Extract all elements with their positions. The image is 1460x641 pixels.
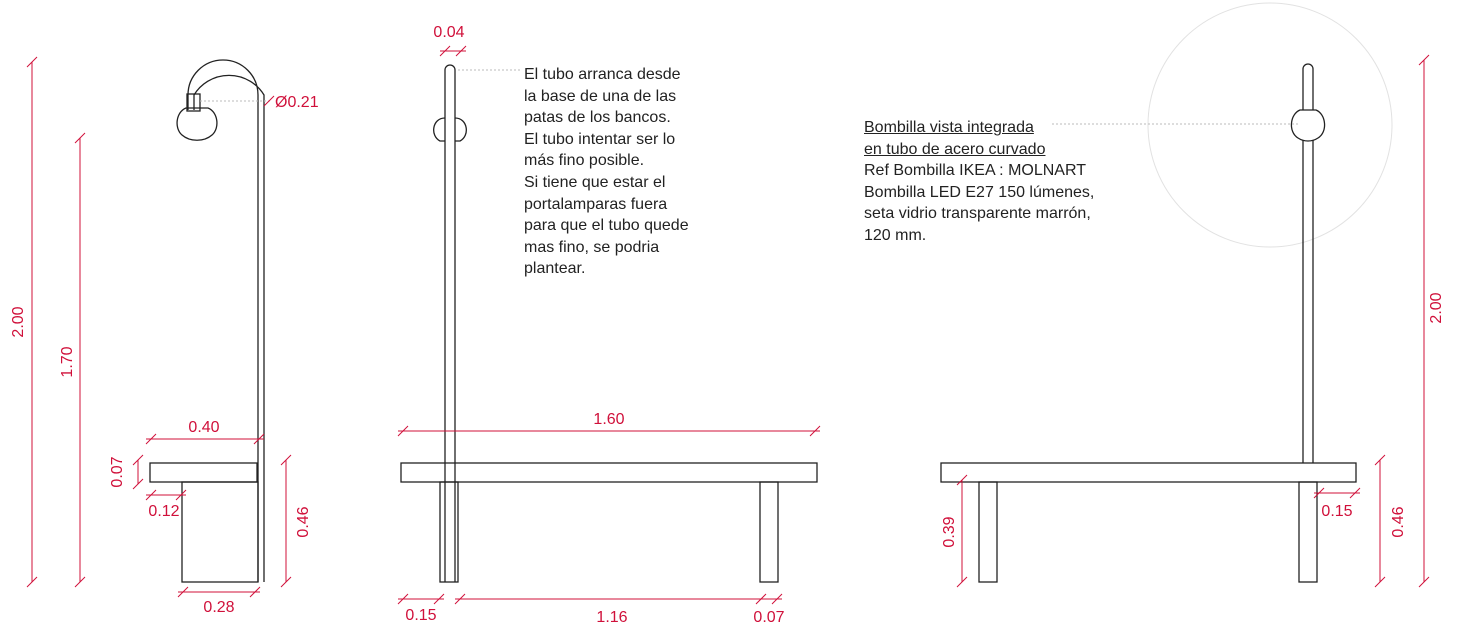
back-note-title: Bombilla vista integrada [864,119,1034,136]
back-note-title: en tubo de acero curvado [864,140,1046,158]
side-seat-height-label: 0.46 [295,506,312,538]
front-note-line: para que el tubo quede [524,217,689,235]
back-lamp-tube-top [1303,64,1313,110]
back-note [864,117,1094,247]
front-note-line: mas fino, se podria [524,238,660,256]
back-leg-left [979,482,997,582]
front-note-line: portalamparas fuera [524,195,668,213]
back-note-line: Ref Bombilla IKEA : MOLNART [864,162,1086,180]
front-leg-span-label: 1.16 [596,609,628,626]
back-note-line: 120 mm. [864,226,927,244]
front-tube-diameter-label: 0.04 [433,24,465,41]
side-bulb [177,108,217,140]
front-note-line: El tubo arranca desde [524,66,681,83]
side-total-height-label: 2.00 [10,306,27,338]
front-leg-right [760,482,778,582]
front-bench-length-label: 1.60 [593,411,625,428]
front-seat [401,463,817,482]
back-note-line: seta vidrio transparente marrón, [864,205,1091,223]
back-bulb [1291,110,1324,141]
front-note-line: patas de los bancos. [524,109,671,127]
side-tube-height-label: 1.70 [59,346,76,378]
back-view [941,3,1392,582]
front-leg-offset-label: 0.15 [405,607,437,624]
front-note-line: El tubo intentar ser lo [524,130,676,148]
front-bulb-right [455,118,466,141]
back-leg-offset-label: 0.15 [1321,503,1353,520]
side-top-diameter-label: Ø0.21 [275,94,319,111]
back-seat [941,463,1356,482]
side-leg [182,482,258,582]
back-lamp-tube [1303,140,1313,463]
back-total-height-label: 2.00 [1428,292,1445,324]
side-lamp-tube [188,60,264,582]
side-dimension-labels [10,94,319,616]
side-seat-thickness-label: 0.07 [109,456,126,488]
front-note [524,64,689,280]
side-overhang-label: 0.12 [148,503,180,520]
front-note-line: Si tiene que estar el [524,173,666,191]
front-note-line: plantear. [524,260,586,278]
back-detail-circle [1148,3,1392,247]
back-note-line: Bombilla LED E27 150 lúmenes, [864,183,1095,201]
front-leg-thickness-label: 0.07 [753,609,785,626]
side-leg-width-label: 0.28 [203,599,235,616]
front-note-line: más fino posible. [524,152,645,170]
side-seat-depth-label: 0.40 [188,419,220,436]
side-seat [150,463,257,482]
back-leg-height-label: 0.39 [941,516,958,548]
front-lamp-tube [445,65,455,582]
front-bulb-left [434,118,445,141]
back-seat-height-label: 0.46 [1390,506,1407,538]
front-note-line: la base de una de las [524,87,677,105]
back-dimension-labels [941,292,1445,547]
